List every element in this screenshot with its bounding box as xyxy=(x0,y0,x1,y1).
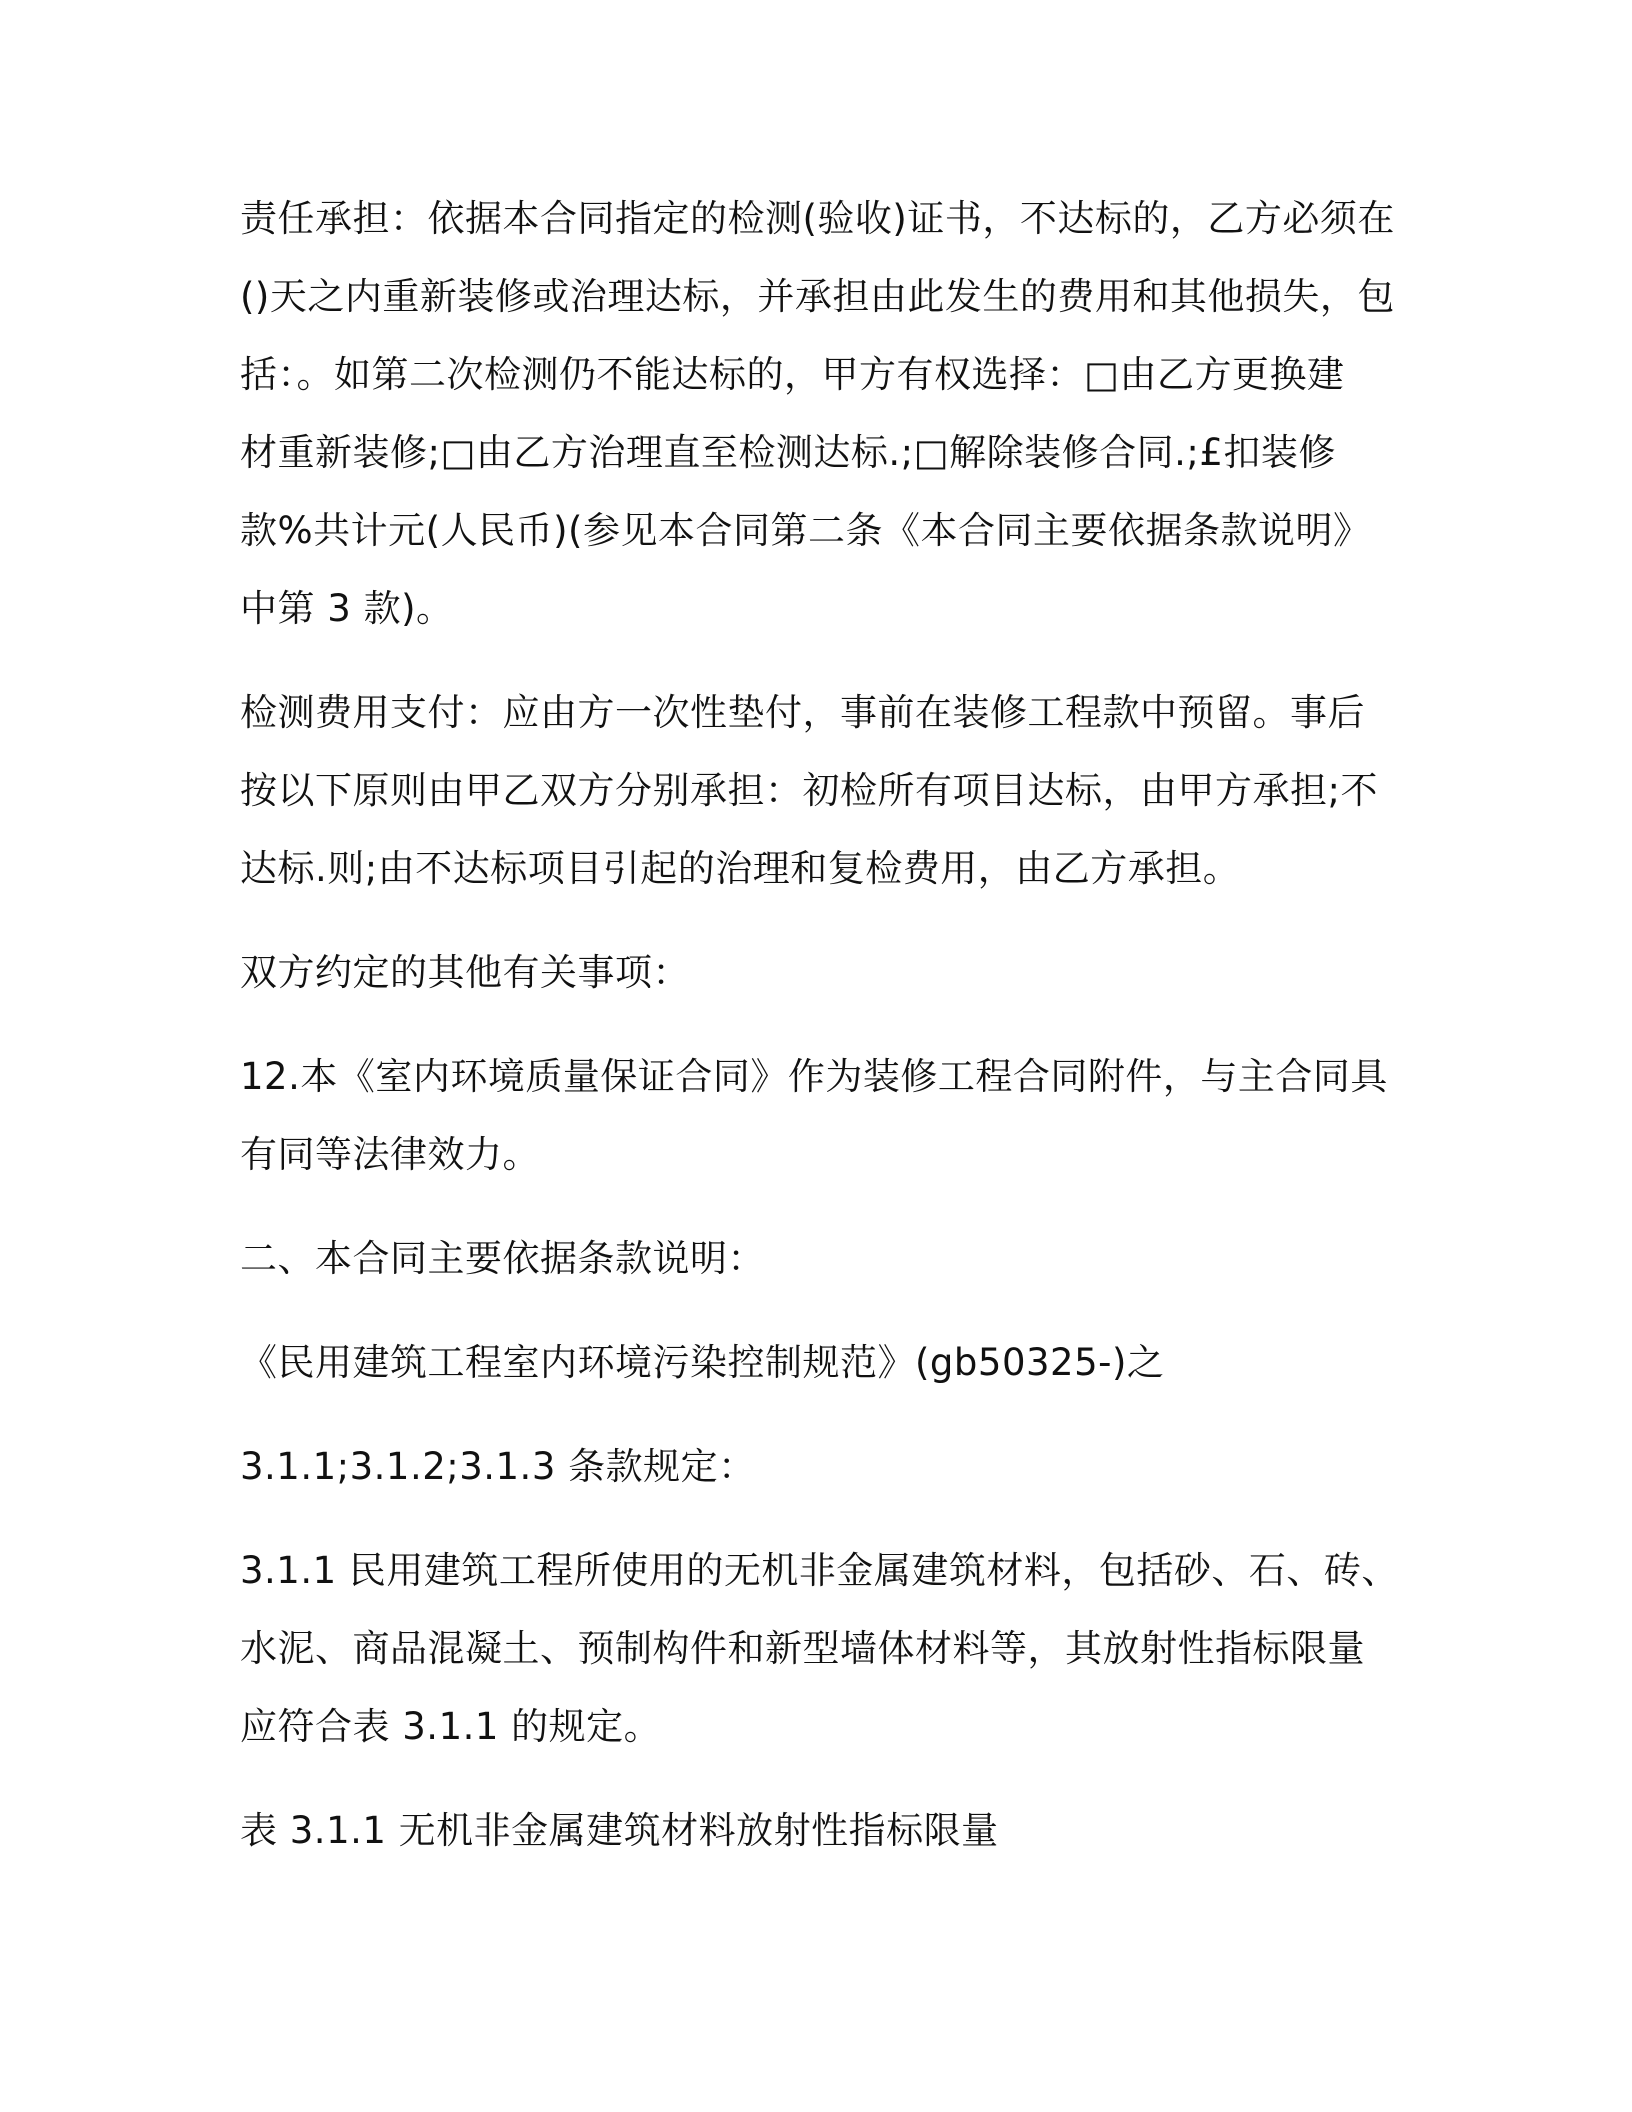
text-line: 款%共计元(人民币)(参见本合同第二条《本合同主要依据条款说明》 xyxy=(240,509,1371,552)
text-line: 材重新装修;□由乙方治理直至检测达标.;□解除装修合同.;£扣装修 xyxy=(240,431,1336,474)
text-line: 水泥、商品混凝土、预制构件和新型墙体材料等，其放射性指标限量 xyxy=(240,1627,1365,1670)
text-line: 双方约定的其他有关事项： xyxy=(240,951,690,994)
text-line: 达标.则;由不达标项目引起的治理和复检费用，由乙方承担。 xyxy=(240,847,1241,890)
text-line: 3.1.1 民用建筑工程所使用的无机非金属建筑材料，包括砂、石、砖、 xyxy=(240,1549,1399,1592)
text-line: 按以下原则由甲乙双方分别承担：初检所有项目达标，由甲方承担;不 xyxy=(240,769,1378,812)
text-line: 3.1.1;3.1.2;3.1.3 条款规定： xyxy=(240,1445,756,1488)
paragraph-liability xyxy=(240,180,1400,648)
text-line: 12.本《室内环境质量保证合同》作为装修工程合同附件，与主合同具 xyxy=(240,1055,1388,1098)
text-line: 责任承担：依据本合同指定的检测(验收)证书，不达标的，乙方必须在 xyxy=(240,197,1395,240)
table-caption xyxy=(240,1792,1400,1870)
text-line: 检测费用支付：应由方一次性垫付，事前在装修工程款中预留。事后 xyxy=(240,691,1365,734)
paragraph-clause-12 xyxy=(240,1038,1400,1194)
text-line: 中第 3 款)。 xyxy=(240,587,454,630)
document-body xyxy=(240,180,1400,1896)
text-line: ()天之内重新装修或治理达标，并承担由此发生的费用和其他损失，包 xyxy=(240,275,1395,318)
text-line: 表 3.1.1 无机非金属建筑材料放射性指标限量 xyxy=(240,1809,999,1852)
paragraph-clause-3-1-1 xyxy=(240,1532,1400,1766)
paragraph-other-matters xyxy=(240,934,1400,1012)
text-line: 括：。如第二次检测仍不能达标的，甲方有权选择：□由乙方更换建 xyxy=(240,353,1345,396)
text-line: 《民用建筑工程室内环境污染控制规范》(gb50325-)之 xyxy=(240,1341,1165,1384)
section-heading-2 xyxy=(240,1220,1400,1298)
text-line: 有同等法律效力。 xyxy=(240,1133,540,1176)
paragraph-clause-list xyxy=(240,1428,1400,1506)
text-line: 二、本合同主要依据条款说明： xyxy=(240,1237,765,1280)
text-line: 应符合表 3.1.1 的规定。 xyxy=(240,1705,662,1748)
paragraph-testing-fees xyxy=(240,674,1400,908)
paragraph-standard-reference xyxy=(240,1324,1400,1402)
